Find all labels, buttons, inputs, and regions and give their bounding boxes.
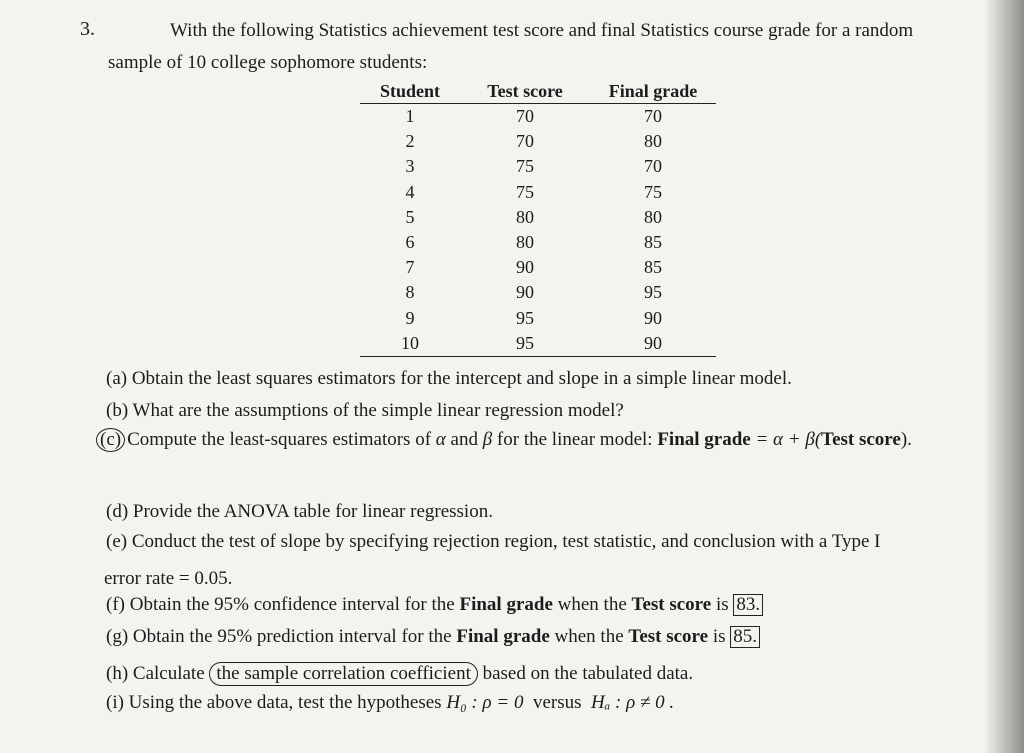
part-g-is: is [708,626,731,647]
cell-final-grade: 85 [644,257,662,278]
cell-test-score: 90 [516,282,534,303]
cell-test-score: 70 [516,106,534,127]
cell-final-grade: 70 [644,156,662,177]
part-a: (a) Obtain the least squares estimators for the intercept and slope in a simple linear model. [106,368,792,389]
table-row [360,129,716,154]
table-row [360,180,716,205]
alpha-symbol: α [435,429,446,450]
header-test-score: Test score [460,79,590,104]
part-f-pre: (f) Obtain the 95% confidence interval for the [106,594,460,615]
part-f-is: is [711,594,734,615]
part-g [106,626,760,648]
table-row [360,306,716,331]
part-b: (b) What are the assumptions of the simple linear regression model? [106,400,624,421]
table-row [360,154,716,179]
cell-final-grade: 80 [644,131,662,152]
part-f [106,594,763,616]
table-header-row [360,79,716,104]
table-row [360,331,716,357]
part-h-circled-phrase: the sample correlation coefficient [209,662,477,686]
cell-test-score: 75 [516,181,534,202]
cell-test-score: 80 [516,206,534,227]
part-i-pre: (i) Using the above data, test the hypotheses [106,692,447,713]
table-row [360,255,716,280]
cell-final-grade: 85 [644,232,662,253]
cell-student: 10 [360,331,460,357]
cell-final-grade: 70 [644,106,662,127]
table-row [360,205,716,230]
part-f-boxed-value: 83. [733,594,763,616]
cell-final-grade: 90 [590,331,716,357]
part-i-versus: versus [523,692,592,713]
cell-student: 8 [405,282,415,303]
cell-student: 2 [405,131,415,152]
cell-test-score: 70 [516,131,534,152]
part-d-post: table for linear regression. [288,501,493,522]
part-c-circled-label: (c) [96,428,125,452]
part-f-mid: when the [552,594,632,615]
cell-student: 9 [405,307,415,328]
part-f-bold-2: Test score [631,594,712,615]
header-final-grade: Final grade [590,79,716,104]
part-g-bold-1: Final grade [456,626,550,647]
part-e-line-2: error rate = 0.05. [104,568,233,589]
part-c-and: and [445,429,483,450]
part-h-post: based on the tabulated data. [477,663,694,684]
part-i [106,692,674,714]
part-c [96,428,912,452]
beta-symbol: β [482,429,493,450]
model-variable: Test score [821,429,901,450]
cell-test-score: 95 [516,307,534,328]
cell-test-score: 75 [516,156,534,177]
cell-test-score: 90 [516,257,534,278]
part-d-anova: ANOVA [223,501,289,522]
model-lhs: Final grade [657,429,751,450]
cell-final-grade: 80 [644,206,662,227]
cell-student: 6 [405,232,415,253]
cell-student: 5 [405,206,415,227]
data-table [360,79,716,357]
part-g-pre: (g) Obtain the 95% prediction interval for the [106,626,457,647]
intro-line-1: With the following Statistics achievement test score and final Statistics course grade for a random [170,20,914,41]
cell-student: 3 [405,156,415,177]
cell-test-score: 95 [460,331,590,357]
cell-student: 4 [405,181,415,202]
cell-final-grade: 95 [644,282,662,303]
cell-student: 7 [405,257,415,278]
null-hypothesis: H₀ : ρ = 0 [446,692,524,713]
part-d [106,501,493,523]
model-end: ). [900,429,912,450]
part-c-text-2: for the linear model: [492,429,658,450]
part-g-mid: when the [549,626,629,647]
page-edge-shadow [984,0,1024,753]
table-row [360,230,716,255]
cell-student: 1 [405,106,415,127]
alternative-hypothesis: Hₐ : ρ ≠ 0 . [591,692,675,713]
header-student: Student [360,79,460,104]
intro-line-2: sample of 10 college sophomore students: [108,52,428,73]
cell-final-grade: 90 [644,307,662,328]
part-d-pre: (d) Provide the [106,501,224,522]
table-row [360,104,716,130]
part-c-text-1: Compute the least-squares estimators of [127,429,436,450]
part-e-line-1: (e) Conduct the test of slope by specifying rejection region, test statistic, and conclusion with a Type I [106,531,881,552]
part-h [106,662,693,686]
model-rhs: = α + β( [750,429,822,450]
part-f-bold-1: Final grade [459,594,553,615]
cell-final-grade: 75 [644,181,662,202]
question-number: 3. [80,18,95,40]
part-g-boxed-value: 85. [730,626,760,648]
part-g-bold-2: Test score [628,626,709,647]
cell-test-score: 80 [516,232,534,253]
table-row [360,280,716,305]
part-h-pre: (h) Calculate [106,663,210,684]
